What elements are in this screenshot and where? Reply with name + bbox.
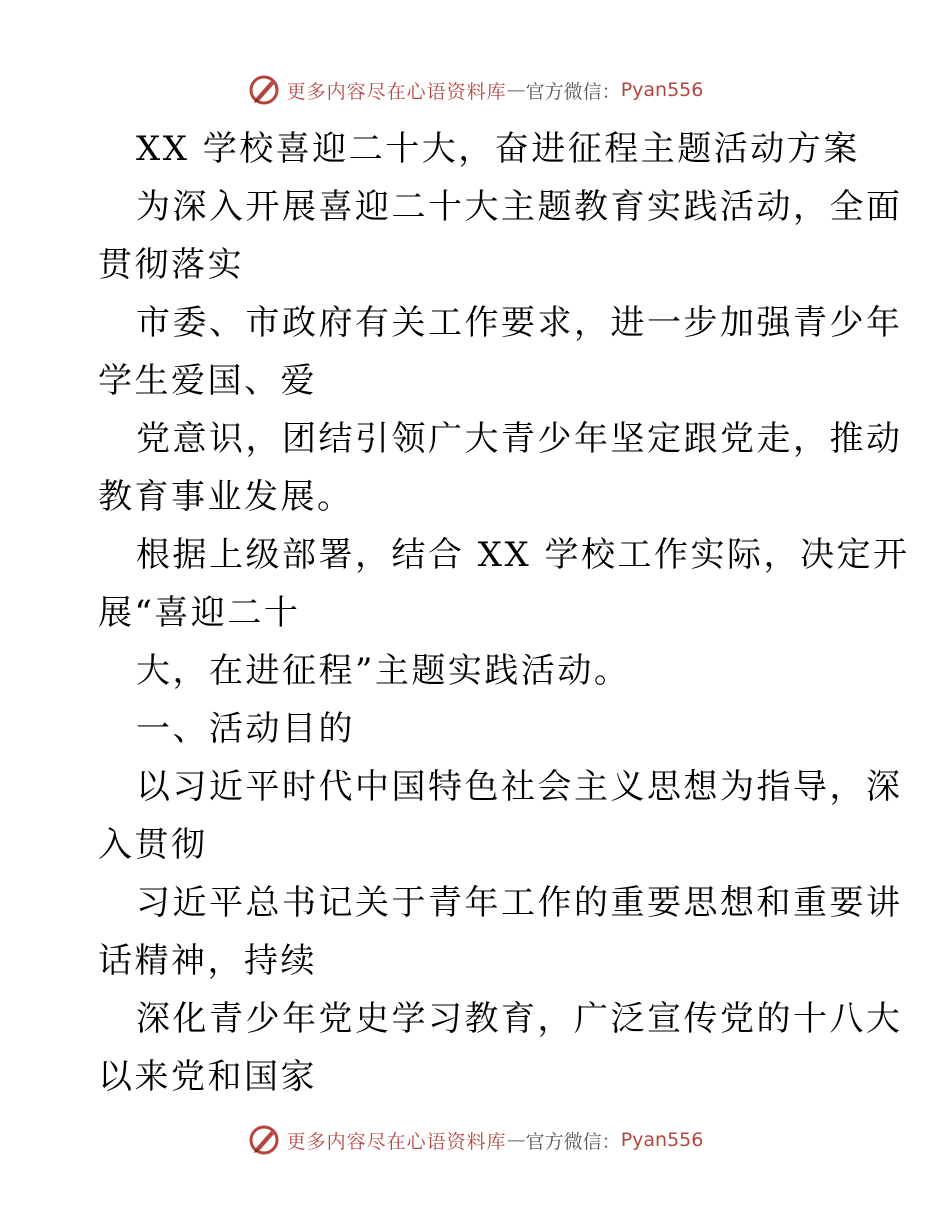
paragraph-line: 习近平总书记关于青年工作的重要思想和重要讲 xyxy=(136,883,903,923)
header-banner xyxy=(0,70,950,110)
paragraph-line: 贯彻落实 xyxy=(98,245,244,285)
paragraph-line: 入贯彻 xyxy=(98,825,208,865)
section-heading: 一、活动目的 xyxy=(136,709,355,749)
banner-text: 更多内容尽在心语资料库 xyxy=(286,80,507,103)
paragraph-line: 话精神，持续 xyxy=(98,941,317,981)
banner-wechat-id: Pyan556 xyxy=(620,1129,704,1151)
paragraph-line: 党意识，团结引领广大青少年坚定跟党走，推动 xyxy=(136,419,903,459)
paragraph-line: 教育事业发展。 xyxy=(98,477,354,517)
paragraph-line: 大，在进征程”主题实践活动。 xyxy=(136,651,631,691)
paragraph-line: 展“喜迎二十 xyxy=(98,593,301,633)
paragraph-line: 学生爱国、爱 xyxy=(98,361,317,401)
banner-wechat-label: 官方微信： xyxy=(525,80,621,103)
banner-text: 更多内容尽在心语资料库 xyxy=(286,1130,507,1153)
paragraph-line: 以来党和国家 xyxy=(98,1057,317,1097)
document-body xyxy=(98,120,910,1106)
pen-logo-icon xyxy=(247,1123,281,1157)
banner-wechat-label: 官方微信： xyxy=(525,1130,621,1153)
paragraph-line: 根据上级部署，结合 XX 学校工作实际，决定开 xyxy=(136,535,910,575)
banner-wechat-id: Pyan556 xyxy=(620,79,704,101)
banner-dash: — xyxy=(506,79,526,101)
paragraph-line: 以习近平时代中国特色社会主义思想为指导，深 xyxy=(136,767,903,807)
paragraph-line: 为深入开展喜迎二十大主题教育实践活动，全面 xyxy=(136,187,903,227)
document-title: XX 学校喜迎二十大，奋进征程主题活动方案 xyxy=(136,129,860,169)
pen-logo-icon xyxy=(247,73,281,107)
footer-banner xyxy=(0,1120,950,1160)
banner-dash: — xyxy=(506,1129,526,1151)
paragraph-line: 市委、市政府有关工作要求，进一步加强青少年 xyxy=(136,303,903,343)
paragraph-line: 深化青少年党史学习教育，广泛宣传党的十八大 xyxy=(136,999,903,1039)
